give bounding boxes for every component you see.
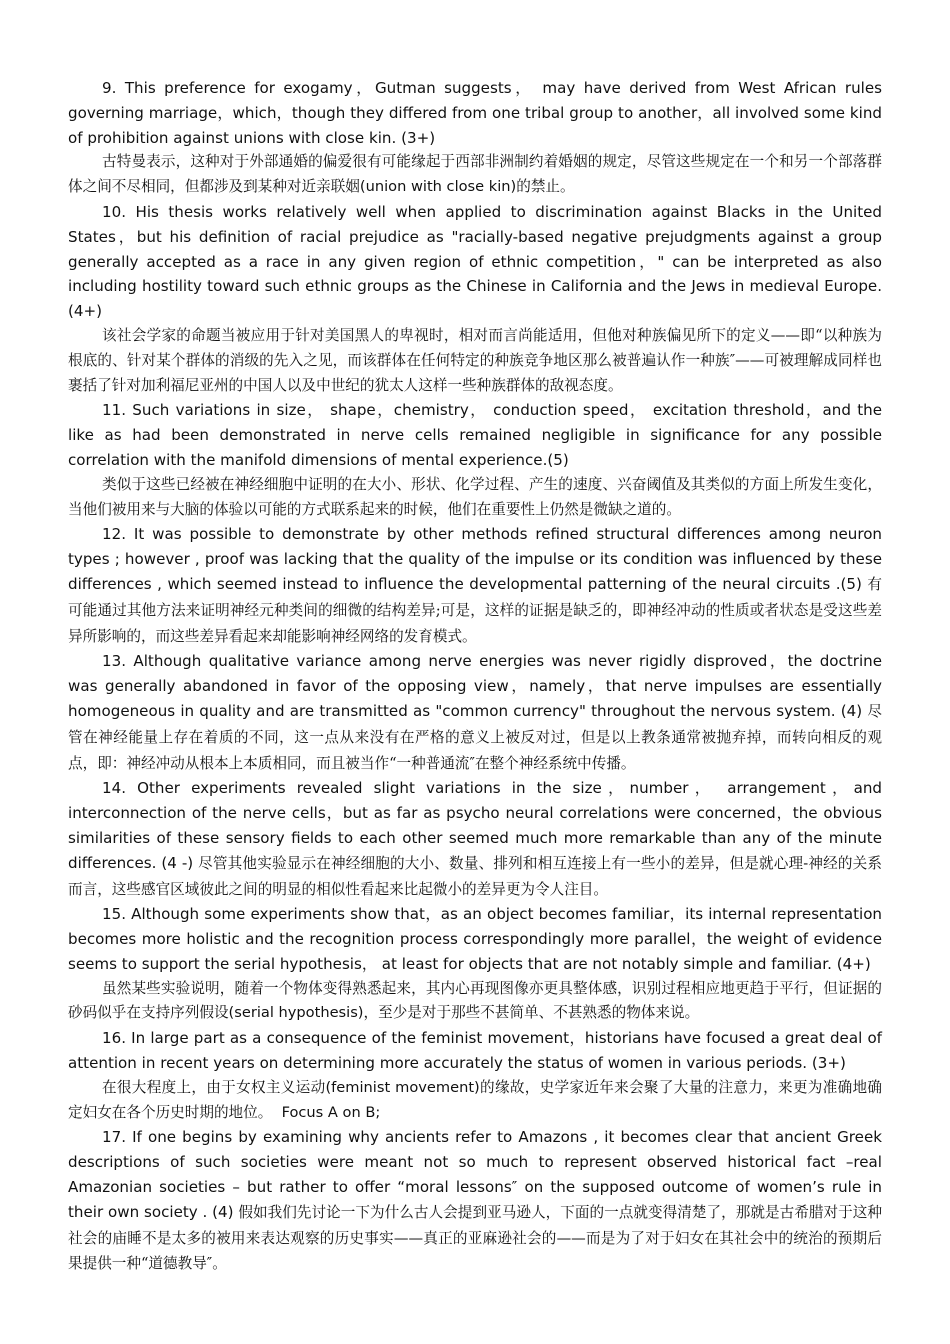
item-10-english: 10. His thesis works relatively well when applied to discrimination against Blacks in the United States，but his definition of racial prejudice as "racially-based negative prejudgments against a group generally accepted as a race in any given region of ethnic competition，" can be interpreted as also including hostility toward such ethnic groups as the Chinese in California and the Jews in medieval Europe. (4+) [68, 202, 882, 321]
item-12-chinese: 有可能通过其他方法来证明神经元种类间的细微的结构差异;可是，这样的证据是缺乏的，即神经冲动的性质或者状态是受这些差异所影响的，而这些差异看起来却能影响神经网络的发育模式。 [68, 575, 882, 645]
item-12-english: 12. It was possible to demonstrate by other methods refined structural differences among neuron types ; however , proof was lacking that the quality of the impulse or its condition was influenced by these differences , which seemed instead to influence the developmental patterning of the neural circuits .(5) [68, 525, 882, 593]
item-13-paragraph [68, 649, 882, 776]
item-9-chinese [68, 150, 882, 200]
item-11-chinese: 类似于这些已经被在神经细胞中证明的在大小、形状、化学过程、产生的速度、兴奋阈值及其类似的方面上所发生变化，当他们被用来与大脑的体验以可能的方式联系起来的时候，他们在重要性上仍然是微缺之道的。 [68, 475, 882, 518]
item-16-chinese-term: (feminist movement) [325, 1078, 480, 1096]
item-15-chinese-text: 虽然某些实验说明，随着一个物体变得熟悉起来，其内心再现图像亦更具整体感，识别过程相应地更趋于平行，但证据的砂码似乎在支持序列假设 [68, 979, 882, 1022]
item-14-paragraph [68, 776, 882, 902]
item-15-english: 15. Although some experiments show that，as an object becomes familiar，its internal representation becomes more holistic and the recognition process correspondingly more parallel，the weight of evidence seems to support the serial hypothesis， at least for objects that are not notably simple and familiar. (4+) [68, 905, 882, 973]
item-14-chinese: 尽管其他实验显示在神经细胞的大小、数量、排列和相互连接上有一些小的差异，但是就心理-神经的关系而言，这些感官区域彼此之间的明显的相似性看起来比起微小的差异更为令人注目。 [68, 854, 883, 898]
item-9-english: 9. This preference for exogamy，Gutman suggests， may have derived from West African rules governing marriage，which，though they differed from one tribal group to another，all involved some kind of prohibition against unions with close kin. (3+) [68, 79, 882, 147]
item-16-note: Focus A on B; [272, 1103, 381, 1121]
item-12-paragraph [68, 522, 882, 649]
item-15-chinese-term: (serial hypothesis) [228, 1004, 364, 1022]
item-15-chinese [68, 977, 882, 1027]
item-13-chinese: 尽管在神经能量上存在着质的不同，这一点从来没有在严格的意义上被反对过，但是以上教条通常被抛弃掉，而转向相反的观点，即：神经冲动从根本上本质相同，而且被当作“一种普通流″在整个神经系统中传播。 [68, 702, 882, 772]
item-16-chinese-end: 的缘故，史学家近年来会聚了大量的注意力，来更为准确地确定妇女在各个历史时期的地位。 [68, 1078, 882, 1121]
item-16-chinese-text: 在很大程度上，由于女权主义运动 [102, 1078, 326, 1096]
item-15-chinese-end: ，至少是对于那些不甚简单、不甚熟悉的物体来说。 [363, 1004, 700, 1022]
item-14-english: 14. Other experiments revealed slight variations in the size，number， arrangement，and interconnection of the nerve cells，but as far as psycho neural correlations were concerned，the obvious similarities of these sensory fields to each other seemed much more remarkable than any of the minute differences. (4 -) [68, 779, 882, 872]
item-17-chinese: 假如我们先讨论一下为什么古人会提到亚马逊人，下面的一点就变得清楚了，那就是古希腊对于这种社会的庙睡不是太多的被用来表达观察的历史事实——真正的亚麻逊社会的——而是为了对于妇女在其社会中的统治的预期后果提供一种“道德教导″。 [68, 1203, 882, 1273]
item-17-english: 17. If one begins by examining why ancients refer to Amazons , it becomes clear that ancient Greek descriptions of such societies were meant not so much to represent observed historical fact –real Amazonian societies – but rather to offer “moral lessons″ on the supposed outcome of women’s rule in their own society . (4) [68, 1128, 882, 1221]
item-11-english: 11. Such variations in size， shape，chemistry， conduction speed， excitation threshold，and the like as had been demonstrated in nerve cells remained negligible in significance for any possible correlation with the manifold dimensions of mental experience.(5) [68, 401, 882, 469]
document-page [68, 76, 882, 1277]
item-9-chinese-end: 的禁止。 [516, 178, 575, 196]
item-16-chinese [68, 1076, 882, 1126]
item-10-chinese: 该社会学家的命题当被应用于针对美国黑人的卑视时，相对而言尚能适用，但他对种族偏见所下的定义——即“以种族为根底的、针对某个群体的消级的先入之见，而该群体在任何特定的种族竞争地区那么被普遍认作一种族″——可被理解成同样也裹括了针对加利福尼亚州的中国人以及中世纪的犹太人这样一些种族群体的敌视态度。 [68, 326, 882, 394]
item-9-chinese-term: (union with close kin) [359, 178, 517, 196]
item-9-chinese-text: 古特曼表示，这种对于外部通婚的偏爱很有可能缘起于西部非洲制约着婚姻的规定，尽管这些规定在一个和另一个部落群体之间不尽相同，但都涉及到某种对近亲联姻 [68, 153, 882, 196]
item-17-paragraph [68, 1125, 882, 1277]
item-16-english: 16. In large part as a consequence of the feminist movement，historians have focused a great deal of attention in recent years on determining more accurately the status of women in various periods. (3+) [68, 1029, 882, 1073]
item-13-english: 13. Although qualitative variance among nerve energies was never rigidly disproved，the doctrine was generally abandoned in favor of the opposing view，namely，that nerve impulses are essentially homogeneous in quality and are transmitted as "common currency" throughout the nervous system. (4) [68, 652, 882, 720]
